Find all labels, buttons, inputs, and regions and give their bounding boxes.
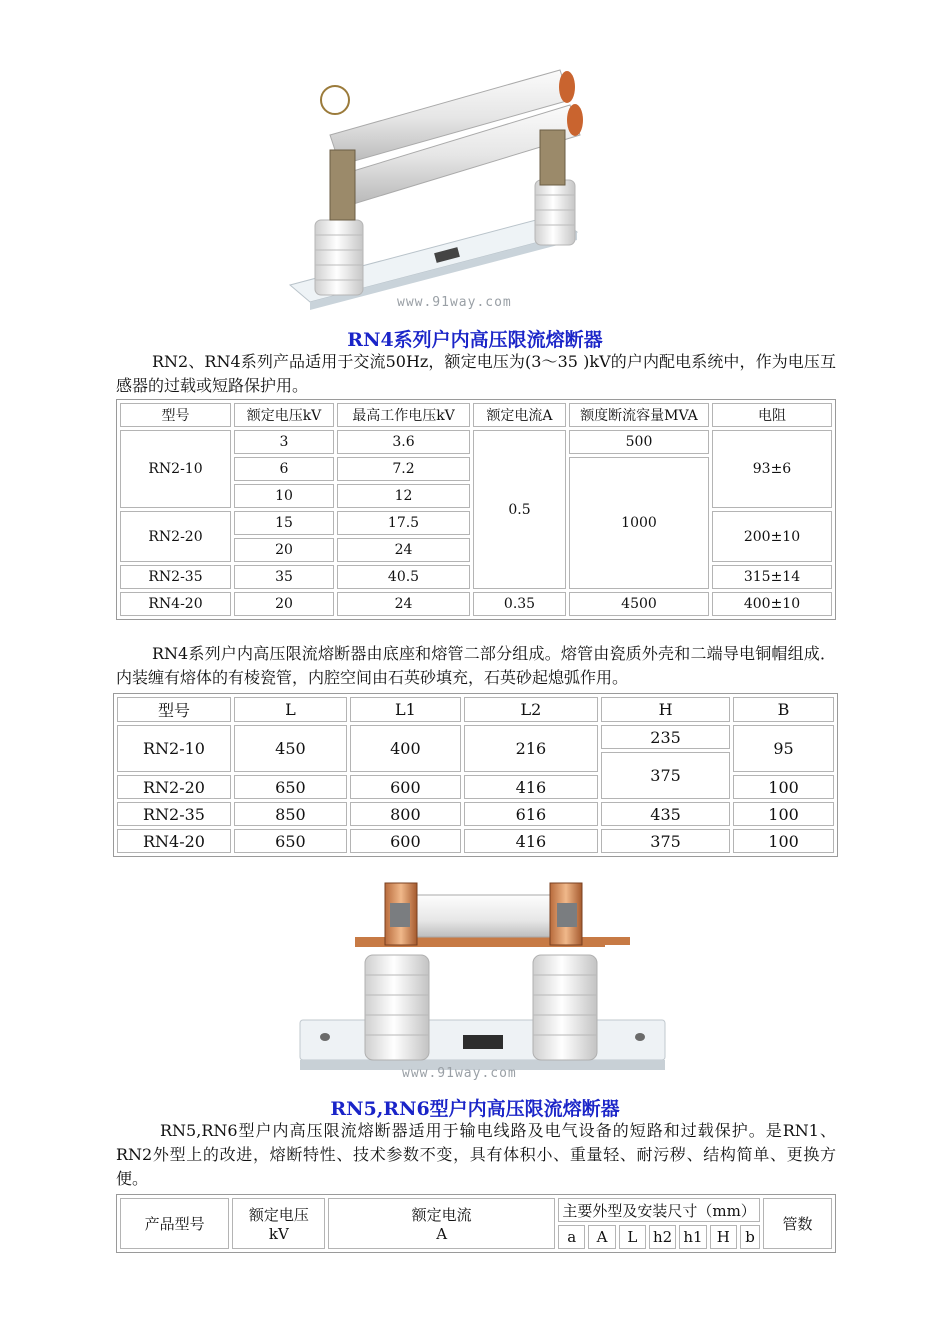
header-L1: L1: [350, 697, 461, 722]
rated-current-unit: A: [436, 1225, 448, 1243]
header-model: 型号: [120, 403, 231, 427]
header-H: H: [601, 697, 730, 722]
header-max-voltage: 最高工作电压kV: [337, 403, 470, 427]
voltage-cell: 10: [234, 484, 334, 508]
dim-h2: h2: [649, 1225, 676, 1249]
rated-voltage-unit: kV: [268, 1225, 289, 1243]
header-rated-current: [328, 1198, 555, 1249]
dim-h1: h1: [679, 1225, 706, 1249]
header-tube-count: 管数: [763, 1198, 832, 1249]
B-cell: 100: [733, 802, 834, 826]
L1-cell: 600: [350, 775, 461, 799]
header-main-dimensions: 主要外型及安装尺寸（mm）: [558, 1198, 760, 1222]
header-product-model: 产品型号: [120, 1198, 229, 1249]
model-cell: RN2-35: [117, 802, 231, 826]
header-L2: L2: [464, 697, 598, 722]
rn5-rn6-spec-table: [116, 1194, 836, 1253]
rated-current-label: 额定电流: [411, 1206, 472, 1224]
header-capacity: 额度断流容量MVA: [569, 403, 709, 427]
header-rated-voltage: [232, 1198, 325, 1249]
L1-cell: 400: [350, 725, 461, 772]
resistance-cell: 93±6: [712, 430, 832, 508]
dim-a: a: [558, 1225, 585, 1249]
H-cell: 375: [601, 752, 730, 799]
dim-A: A: [588, 1225, 615, 1249]
rn-dimension-table: [113, 693, 838, 857]
capacity-cell: 1000: [569, 457, 709, 589]
rn5-rn6-intro: RN5,RN6型户内高压限流熔断器适用于输电线路及电气设备的短路和过载保护。是RN1、RN2外型上的改进，熔断特性、技术参数不变，具有体积小、重量轻、耐污秽、结构简单、更换方便。: [116, 1121, 836, 1188]
L-cell: 450: [234, 725, 347, 772]
rn5-rn6-title: RN5,RN6型户内高压限流熔断器: [330, 1098, 620, 1120]
rn4-description: RN4系列户内高压限流熔断器由底座和熔管二部分组成。熔管由瓷质外壳和二端导电铜帽组成．内装缠有熔体的有棱瓷管，内腔空间由石英砂填充，石英砂起熄弧作用。: [116, 644, 836, 687]
B-cell: 100: [733, 829, 834, 853]
header-rated-current: 额定电流A: [473, 403, 566, 427]
voltage-cell: 6: [234, 457, 334, 481]
resistance-cell: 315±14: [712, 565, 832, 589]
dim-H: H: [710, 1225, 737, 1249]
model-cell: RN2-10: [117, 725, 231, 772]
current-cell: 0.35: [473, 592, 566, 616]
max-voltage-cell: 24: [337, 538, 470, 562]
header-L: L: [234, 697, 347, 722]
model-cell: RN2-10: [120, 430, 231, 508]
voltage-cell: 20: [234, 592, 334, 616]
L1-cell: 600: [350, 829, 461, 853]
rn4-intro: RN2、RN4系列产品适用于交流50Hz，额定电压为(3～35 )kV的户内配电系统中，作为电压互感器的过载或短路保护用。: [116, 352, 836, 395]
capacity-cell: 500: [569, 430, 709, 454]
L-cell: 650: [234, 775, 347, 799]
header-rated-voltage: 额定电压kV: [234, 403, 334, 427]
max-voltage-cell: 7.2: [337, 457, 470, 481]
model-cell: RN4-20: [120, 592, 231, 616]
max-voltage-cell: 17.5: [337, 511, 470, 535]
max-voltage-cell: 24: [337, 592, 470, 616]
L2-cell: 416: [464, 775, 598, 799]
L-cell: 850: [234, 802, 347, 826]
rated-voltage-label: 额定电压: [248, 1206, 309, 1224]
L2-cell: 616: [464, 802, 598, 826]
rn4-title: RN4系列户内高压限流熔断器: [347, 329, 603, 351]
H-cell: 435: [601, 802, 730, 826]
max-voltage-cell: 40.5: [337, 565, 470, 589]
voltage-cell: 15: [234, 511, 334, 535]
capacity-cell: 4500: [569, 592, 709, 616]
dim-b: b: [740, 1225, 760, 1249]
voltage-cell: 3: [234, 430, 334, 454]
header-B: B: [733, 697, 834, 722]
dim-L: L: [619, 1225, 646, 1249]
H-cell: 235: [601, 725, 730, 749]
H-cell: 375: [601, 829, 730, 853]
model-cell: RN2-20: [120, 511, 231, 562]
model-cell: RN2-35: [120, 565, 231, 589]
L2-cell: 416: [464, 829, 598, 853]
current-cell: 0.5: [473, 430, 566, 589]
L1-cell: 800: [350, 802, 461, 826]
B-cell: 100: [733, 775, 834, 799]
max-voltage-cell: 3.6: [337, 430, 470, 454]
model-cell: RN2-20: [117, 775, 231, 799]
voltage-cell: 35: [234, 565, 334, 589]
rn4-fuse-photo: [285, 10, 585, 320]
voltage-cell: 20: [234, 538, 334, 562]
resistance-cell: 400±10: [712, 592, 832, 616]
rn5-fuse-photo: [295, 875, 675, 1090]
max-voltage-cell: 12: [337, 484, 470, 508]
watermark-1: www.91way.com: [397, 295, 512, 310]
rn2-rn4-spec-table: [116, 399, 836, 620]
L2-cell: 216: [464, 725, 598, 772]
header-resistance: 电阻: [712, 403, 832, 427]
B-cell: 95: [733, 725, 834, 772]
header-model: 型号: [117, 697, 231, 722]
L-cell: 650: [234, 829, 347, 853]
model-cell: RN4-20: [117, 829, 231, 853]
resistance-cell: 200±10: [712, 511, 832, 562]
watermark-2: www.91way.com: [402, 1066, 517, 1081]
